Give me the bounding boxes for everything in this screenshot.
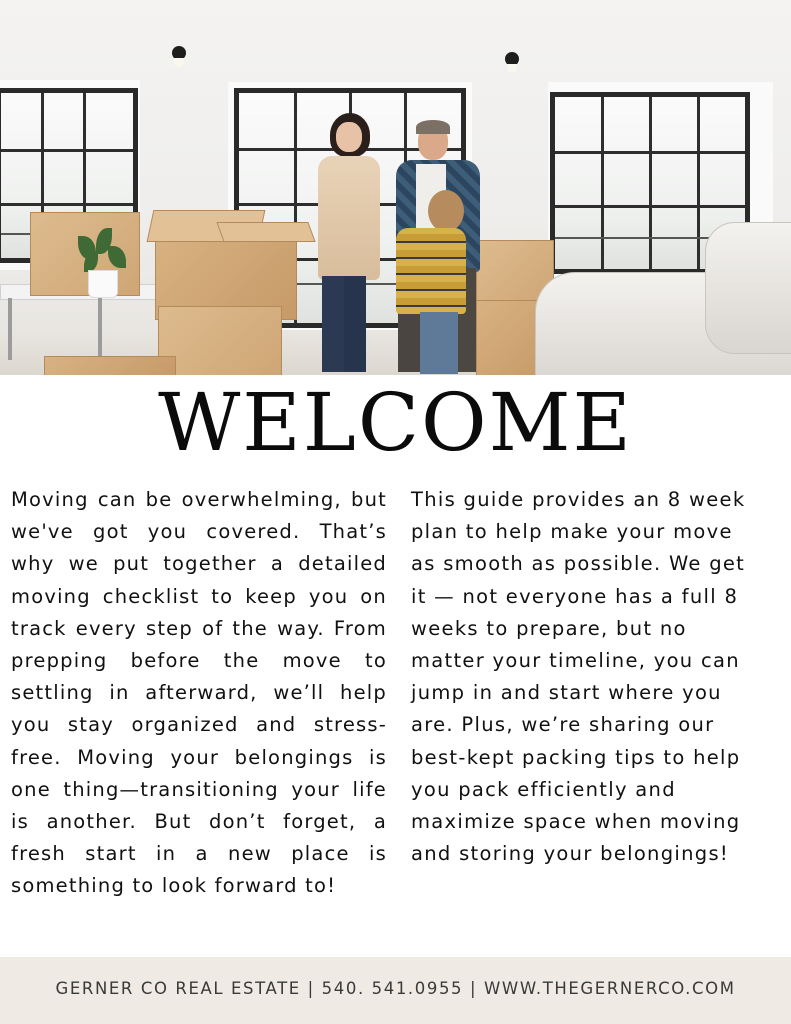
- footer-bar: [0, 957, 791, 1024]
- covered-chair: [705, 222, 791, 354]
- text-line: jump in and start where you: [411, 681, 722, 705]
- text-line: you pack efficiently and: [411, 777, 676, 801]
- moving-box: [158, 306, 282, 375]
- text-line: This guide provides an 8 week: [411, 488, 746, 511]
- plant-pot: [88, 270, 118, 298]
- moving-box: [44, 356, 176, 375]
- ceiling-light-right: [505, 52, 519, 66]
- text-line: weeks to prepare, but no: [411, 616, 687, 640]
- intro-paragraph-left: Moving can be overwhelming, but we've got you covered. That’s why we put together a detailed moving checklist to keep you on track every step of the way. From prepping before the move to settling in afterward, we’ll help you stay organized and stress-free. Moving your belongings is one thing—transitioning your life is another. But don’t forget, a fresh start in a new place is something to look forward to!: [11, 488, 387, 898]
- text-line: and storing your belongings!: [411, 842, 730, 866]
- ceiling-light-left: [172, 46, 186, 60]
- hero-photo: [0, 0, 791, 375]
- text-line: it — not everyone has a full 8: [411, 584, 739, 608]
- text-line: maximize space when moving: [411, 810, 741, 834]
- text-line: best-kept packing tips to help: [411, 745, 741, 769]
- text-line: as smooth as possible. We get: [411, 552, 746, 576]
- text-line: plan to help make your move: [411, 520, 733, 544]
- intro-paragraph-right: [411, 484, 783, 870]
- footer-contact: GERNER CO REAL ESTATE | 540. 541.0955 | WWW.THEGERNERCO.COM: [55, 979, 736, 998]
- page-title: WELCOME: [158, 376, 633, 469]
- text-line: are. Plus, we’re sharing our: [411, 713, 715, 737]
- text-line: matter your timeline, you can: [411, 649, 740, 673]
